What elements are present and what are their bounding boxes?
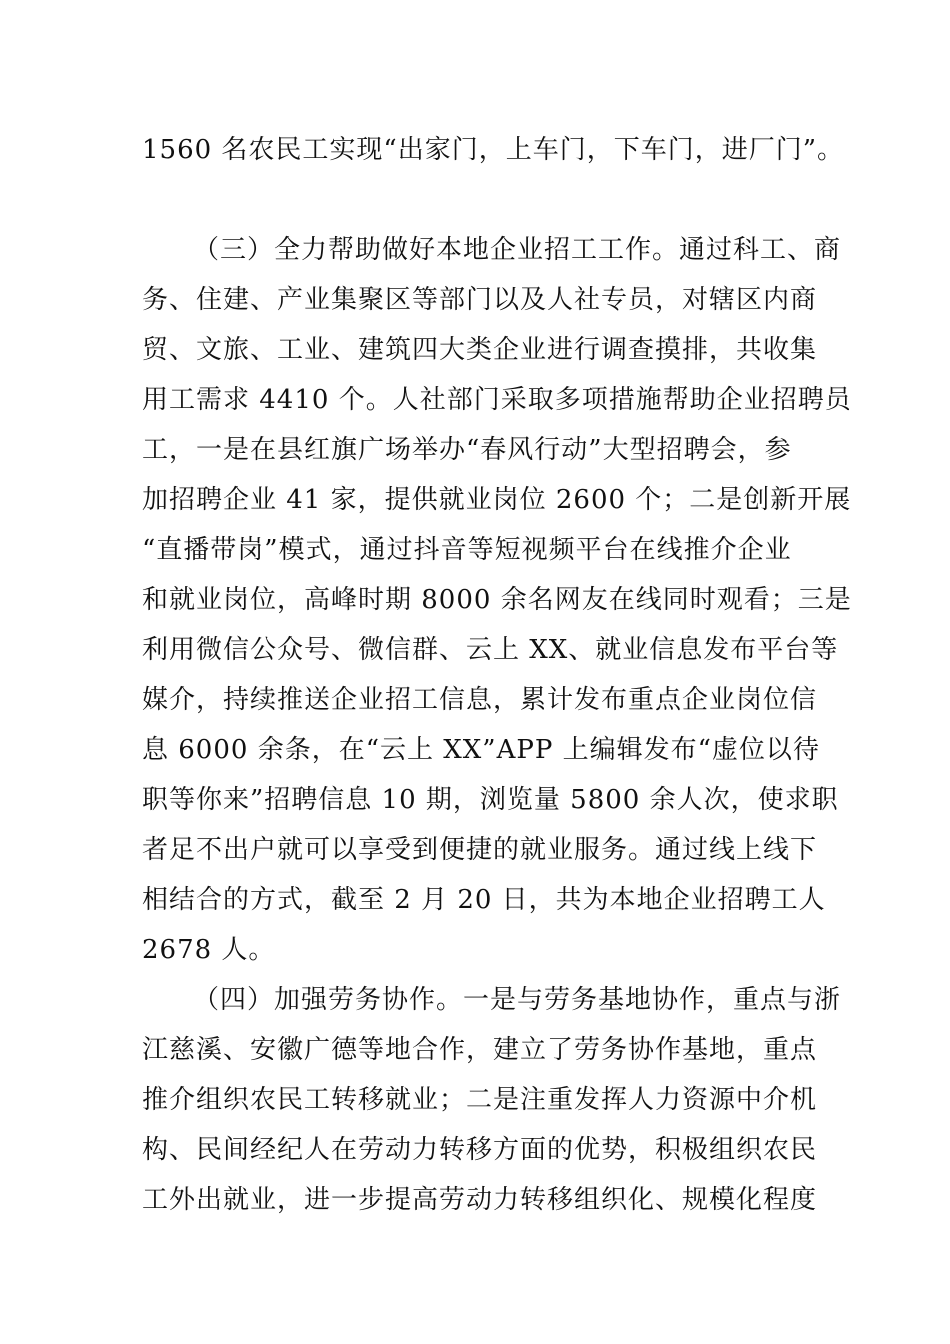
text-line: 推介组织农民工转移就业；二是注重发挥人力资源中介机 bbox=[142, 1085, 818, 1115]
text-line: 用工需求 4410 个。人社部门采取多项措施帮助企业招聘员 bbox=[142, 385, 852, 415]
text-line: 务、住建、产业集聚区等部门以及人社专员，对辖区内商 bbox=[142, 285, 818, 315]
text-line: 相结合的方式，截至 2 月 20 日，共为本地企业招聘工人 bbox=[142, 885, 826, 915]
text-line: 2678 人。 bbox=[142, 935, 276, 965]
text-line: 者足不出户就可以享受到便捷的就业服务。通过线上线下 bbox=[142, 835, 818, 865]
text-line: 工外出就业，进一步提高劳动力转移组织化、规模化程度 bbox=[142, 1185, 818, 1215]
text-line: “直播带岗”模式，通过抖音等短视频平台在线推介企业 bbox=[142, 535, 792, 565]
text-line: 利用微信公众号、微信群、云上 XX、就业信息发布平台等 bbox=[142, 635, 839, 665]
text-line: 1560 名农民工实现“出家门，上车门，下车门，进厂门”。 bbox=[142, 135, 845, 165]
text-line: 贸、文旅、工业、建筑四大类企业进行调查摸排，共收集 bbox=[142, 335, 818, 365]
text-line: 和就业岗位，高峰时期 8000 余名网友在线同时观看；三是 bbox=[142, 585, 852, 615]
text-line: 构、民间经纪人在劳动力转移方面的优势，积极组织农民 bbox=[142, 1135, 818, 1165]
text-line: 职等你来”招聘信息 10 期，浏览量 5800 余人次，使求职 bbox=[142, 785, 839, 815]
text-line: 江慈溪、安徽广德等地合作，建立了劳务协作基地，重点 bbox=[142, 1035, 818, 1065]
text-line: （三）全力帮助做好本地企业招工工作。通过科工、商 bbox=[193, 235, 842, 265]
text-line: （四）加强劳务协作。一是与劳务基地协作，重点与浙 bbox=[193, 985, 842, 1015]
text-line: 加招聘企业 41 家，提供就业岗位 2600 个；二是创新开展 bbox=[142, 485, 852, 515]
text-line: 工，一是在县红旗广场举办“春风行动”大型招聘会，参 bbox=[142, 435, 792, 465]
text-line: 息 6000 余条，在“云上 XX”APP 上编辑发布“虚位以待 bbox=[142, 735, 820, 765]
text-line: 媒介，持续推送企业招工信息，累计发布重点企业岗位信 bbox=[142, 685, 818, 715]
